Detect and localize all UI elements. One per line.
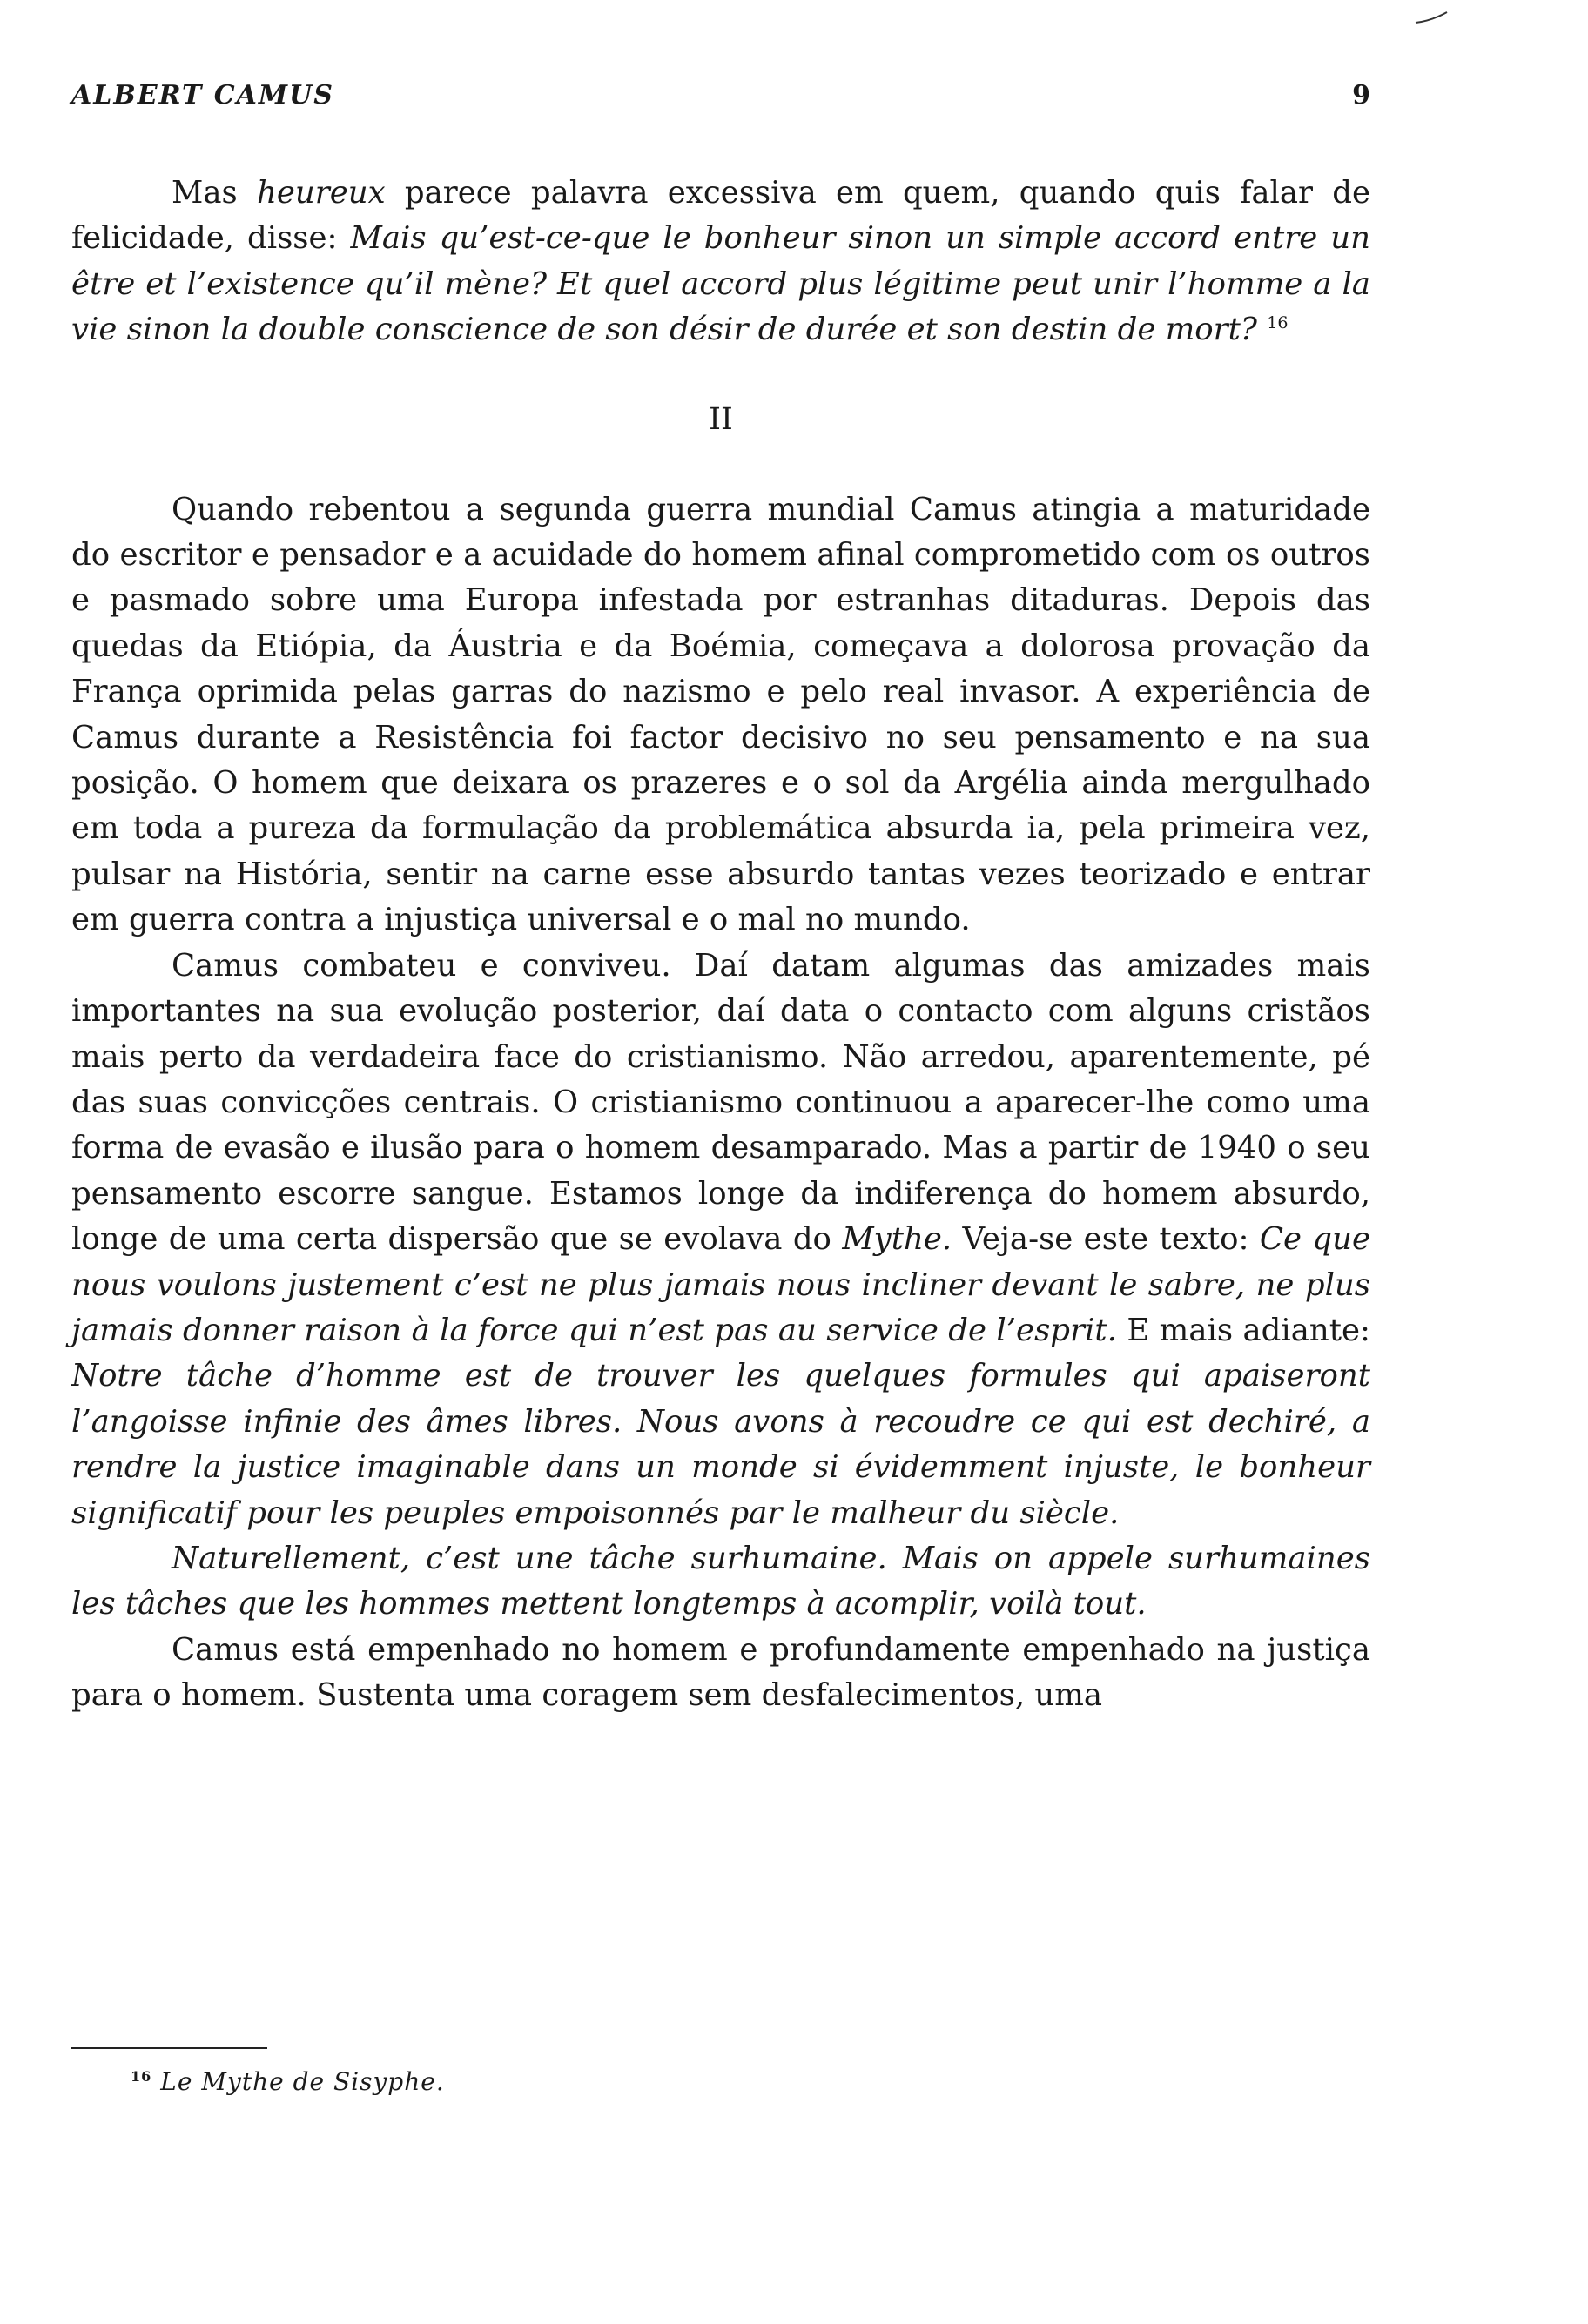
- p3-text-c: Veja-se este texto:: [952, 1221, 1260, 1258]
- p1-text-c: parece palavra excessiva em quem, quando quis falar de felicidade, disse:: [71, 175, 1370, 257]
- p3-quote-d: Ce que nous voulons justement c’est ne plus jamais nous incliner devant le sabre, ne plus jamais donner raison à la force qui n’est pas au service de l’esprit.: [71, 1221, 1370, 1348]
- paragraph-5: Camus está empenhado no homem e profundamente empenhado na justiça para o homem. Sustenta uma coragem sem desfalecimentos, uma: [71, 1631, 1370, 1714]
- p1-text-a: Mas: [172, 175, 258, 211]
- running-head: ALBERT CAMUS: [71, 80, 334, 111]
- body-text: [71, 171, 1370, 1719]
- footnote-ref-16: 16: [1267, 313, 1289, 333]
- p3-text-a: Camus combateu e conviveu. Daí datam algumas das amizades mais importantes na sua evolução posterior, daí data o contacto com alguns cristãos mais perto da verdadeira face do cristianismo. Não arredou, aparentemente, pé das suas convicções centrais. O cristianismo continuou a aparecer-lhe como uma forma de evasão e ilusão para o homem desamparado. Mas a partir de 1940 o seu pensamento escorre sangue. Estamos longe da indiferença do homem absurdo, longe de uma certa dispersão que se evolava do: [71, 947, 1370, 1258]
- p1-italic-b: heureux: [257, 175, 386, 211]
- footnote-text: Le Mythe de Sisyphe.: [160, 2067, 445, 2096]
- page-number: 9: [1352, 80, 1370, 111]
- p1-quote-d: Mais qu’est-ce-que le bonheur sinon un simple accord entre un être et l’existence qu’il mène? Et quel accord plus légitime peut unir l’homme a la vie sinon la double conscience de son désir de durée et son destin de mort?: [71, 220, 1370, 348]
- p3-italic-b: Mythe.: [842, 1221, 952, 1258]
- footnote: [131, 2067, 445, 2096]
- footnote-number: 16: [131, 2067, 152, 2085]
- p4-quote: Naturellement, c’est une tâche surhumaine. Mais on appele surhumaines les tâches que les hommes mettent longtemps à acomplir, voilà tout.: [71, 1540, 1370, 1622]
- paragraph-3: [71, 944, 1370, 1536]
- pencil-mark-icon: [1414, 10, 1449, 24]
- p3-text-e: E mais adiante:: [1116, 1312, 1370, 1348]
- paragraph-1: [71, 171, 1370, 353]
- paragraph-2: Quando rebentou a segunda guerra mundial Camus atingia a maturidade do escritor e pensador e a acuidade do homem afinal comprometido com os outros e pasmado sobre uma Europa infestada por estranhas ditaduras. Depois das quedas da Etiópia, da Áustria e da Boémia, começava a dolorosa provação da França oprimida pelas garras do nazismo e pelo real invasor. A experiência de Camus durante a Resistência foi factor decisivo no seu pensamento e na sua posição. O homem que deixara os prazeres e o sol da Argélia ainda mergulhado em toda a pureza da formulação da problemática absurda ia, pela primeira vez, pulsar na História, sentir na carne esse absurdo tantas vezes teorizado e entrar em guerra contra a injustiça universal e o mal no mundo.: [71, 491, 1370, 938]
- paragraph-4: [71, 1536, 1370, 1628]
- page-header: [71, 80, 1370, 124]
- p3-quote-f: Notre tâche d’homme est de trouver les quelques formules qui apaiseront l’angoisse infinie des âmes libres. Nous avons à recoudre ce qui est dechiré, a rendre la justice imaginable dans un monde si évidemment injuste, le bonheur significatif pour les peuples empoisonnés par le malheur du siècle.: [71, 1358, 1370, 1531]
- section-heading: II: [709, 401, 733, 437]
- footnote-divider: [71, 2047, 267, 2049]
